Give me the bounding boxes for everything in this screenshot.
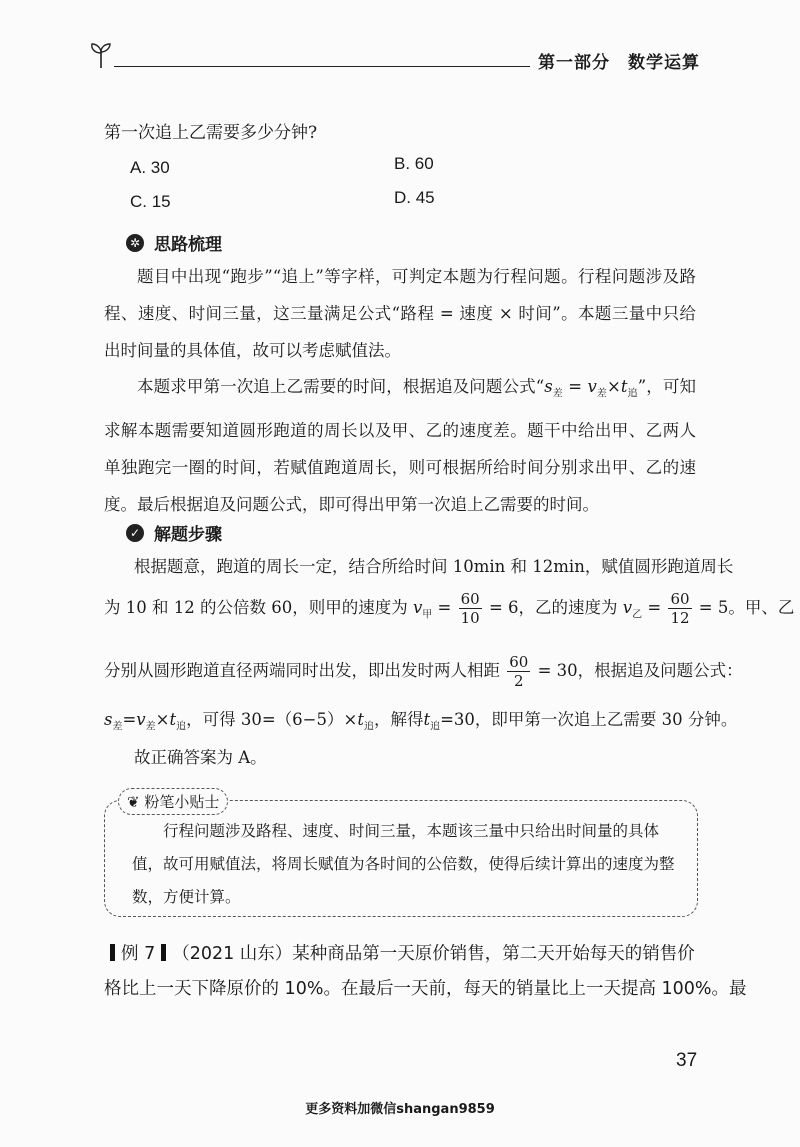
l2-v1: v [412, 598, 423, 617]
p2-before: 本题求甲第一次追上乙需要的时间，根据追及问题公式“ [137, 377, 545, 396]
option-a: A. 30 [130, 158, 170, 177]
l4-mid: ，可得 30=（6−5）× [186, 710, 358, 729]
example-text-1: （2021 山东）某种商品第一天原价销售，第二天开始每天的销售价 [172, 944, 695, 964]
l2-v1-sub: 甲 [422, 609, 433, 621]
fraction-60-2 [507, 653, 530, 690]
l4-v: v [136, 710, 146, 729]
l2-eq1: = [437, 598, 452, 617]
p2-times: × [607, 377, 621, 396]
thinking-heading [126, 230, 222, 255]
steps-heading [126, 520, 222, 545]
page-number: 37 [676, 1050, 698, 1071]
l4-s-sub: 差 [112, 721, 123, 733]
thinking-title: 思路梳理 [154, 235, 222, 255]
l4-s: s [104, 710, 113, 729]
tip-title: 粉笔小贴士 [144, 793, 220, 811]
option-d: D. 45 [394, 188, 435, 207]
frac-den: 2 [514, 672, 524, 690]
frac-num: 60 [670, 590, 690, 608]
steps-line-1: 根据题意，跑道的周长一定，结合所给时间 10min 和 12min，赋值圆形跑道周长 [134, 557, 734, 576]
check-icon: ✓ [126, 524, 144, 542]
fraction-60-12 [668, 590, 691, 627]
tip-text [132, 815, 680, 914]
l4-t: t [169, 710, 177, 729]
frac-den: 12 [670, 609, 690, 627]
l4-eq: = [122, 710, 137, 729]
thinking-p1: 题目中出现“跑步”“追上”等字样，可判定本题为行程问题。行程问题涉及路程、速度、时间三量，这三量满足公式“路程 = 速度 × 时间”。本题三量中只给出时间量的具体值，故可以考虑赋值法。 [104, 267, 696, 360]
steps-line-3 [104, 653, 743, 690]
steps-line-4 [104, 706, 737, 732]
fraction-60-10 [459, 590, 482, 627]
tip-title-badge [118, 788, 228, 815]
thinking-p2 [104, 368, 696, 523]
l2-v2-sub: 乙 [632, 609, 643, 621]
l4-t3-sub: 追 [430, 721, 441, 733]
thinking-paragraph-2 [104, 368, 696, 523]
p2-s-sub: 差 [552, 388, 563, 400]
option-b: B. 60 [394, 154, 434, 173]
steps-title: 解题步骤 [154, 525, 222, 545]
p2-s: s [544, 377, 553, 396]
gear-icon: ✲ [126, 234, 144, 252]
p2-v: v [587, 377, 597, 396]
l4-t2-sub: 追 [363, 721, 374, 733]
l4-v-sub: 差 [145, 721, 156, 733]
l4-t3: t [423, 710, 431, 729]
option-c: C. 15 [130, 192, 171, 211]
p2-after: ”，可知求解本题需要知道圆形跑道的周长以及甲、乙的速度差。题干中给出甲、乙两人单独跑完一圈的时间，若赋值跑道周长，则可根据所给时间分别求出甲、乙的速度。最后根据追及问题公式，即可得出甲第一次追上乙需要的时间。 [104, 377, 696, 515]
answer-line: 故正确答案为 A。 [134, 748, 267, 767]
frac-num: 60 [460, 590, 480, 608]
l2-v2: v [622, 598, 633, 617]
example-bar-left [110, 944, 115, 961]
l4-t-sub: 追 [176, 721, 187, 733]
question-line: 第一次追上乙需要多少分钟? [104, 123, 318, 143]
p2-eq: = [562, 377, 588, 396]
header-section-title: 第一部分 数学运算 [538, 53, 700, 73]
footer-note: 更多资料加微信shangan9859 [305, 1102, 495, 1117]
l4-mid2: ，解得 [373, 710, 424, 729]
l2-a: 为 10 和 12 的公倍数 60，则甲的速度为 [104, 598, 408, 617]
header-rule [114, 66, 530, 67]
steps-line-2 [104, 590, 794, 627]
example-line-2: 格比上一天下降原价的 10%。在最后一天前，每天的销量比上一天提高 100%。最 [104, 979, 747, 999]
l2-eq2: = [647, 598, 662, 617]
example-line-1 [104, 940, 695, 965]
sprout-icon [88, 40, 114, 70]
p2-t-sub: 追 [627, 388, 638, 400]
l4-t2: t [357, 710, 364, 729]
p2-v-sub: 差 [596, 388, 608, 400]
tip-paragraph: 行程问题涉及路程、速度、时间三量，本题该三量中只给出时间量的具体值，故可用赋值法，将周长赋值为各时间的公倍数，使得后续计算出的速度为整数，方便计算。 [132, 822, 675, 906]
thinking-paragraph-1 [104, 258, 696, 369]
l3-a: 分别从圆形跑道直径两端同时出发，即出发时两人相距 [104, 661, 500, 680]
l2-r1: = 6，乙的速度为 [488, 598, 618, 617]
p2-t: t [620, 377, 628, 396]
l3-b: = 30，根据追及问题公式： [537, 661, 743, 680]
frac-num: 60 [509, 653, 529, 671]
l2-r2: = 5。甲、乙 [698, 598, 795, 617]
sprout-small-icon: ❦ [127, 793, 140, 811]
example-label: 例 7 [121, 944, 156, 964]
l4-times: × [155, 710, 170, 729]
frac-den: 10 [460, 609, 480, 627]
example-bar-right [161, 944, 166, 961]
l4-end: =30，即甲第一次追上乙需要 30 分钟。 [440, 710, 738, 729]
